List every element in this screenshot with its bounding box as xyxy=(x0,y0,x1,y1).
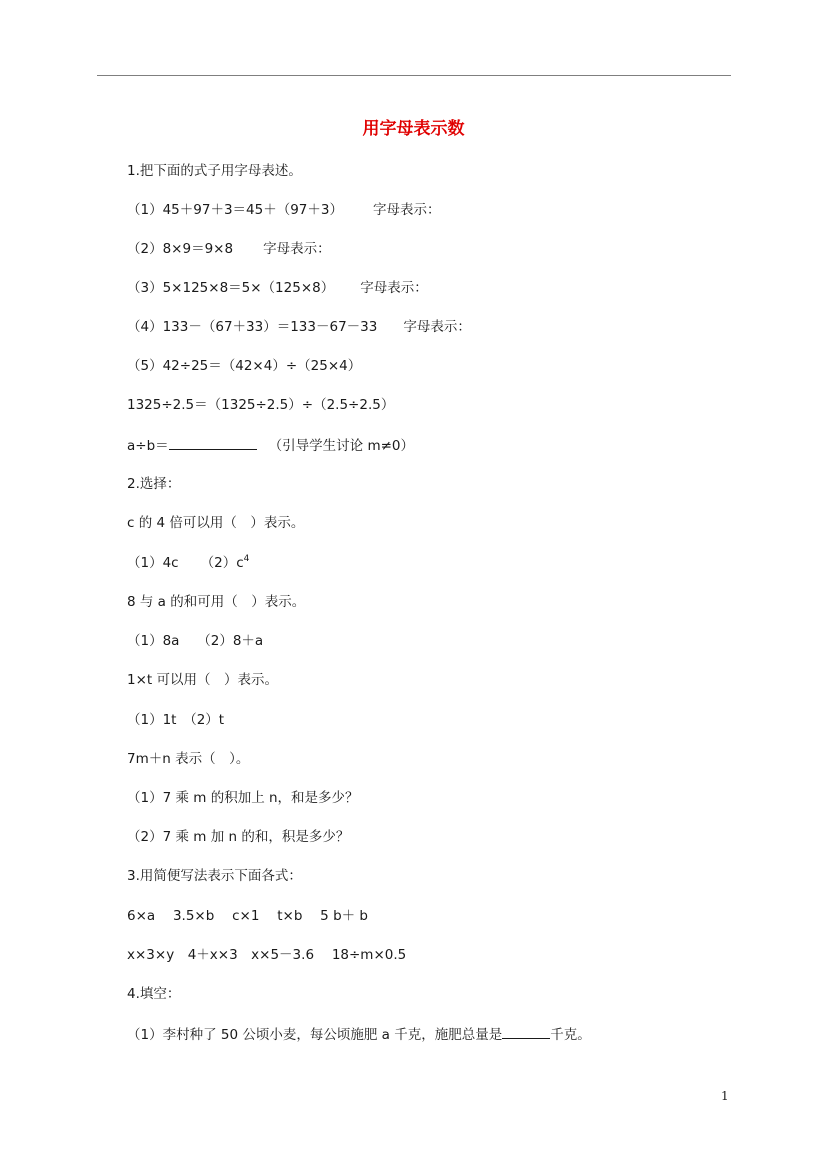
header-rule xyxy=(97,75,731,76)
q2-p1-option-2: （2）c xyxy=(200,555,244,571)
q4-heading: 4.填空： xyxy=(127,986,181,1002)
q1-item-4-expr: （4）133－（67＋33）＝133－67－33 xyxy=(127,319,378,335)
q2-p1-option-2-exponent: 4 xyxy=(243,554,250,564)
q4-item-1-unit: 千克。 xyxy=(550,1027,591,1043)
q1-item-3-expr: （3）5×125×8＝5×（125×8） xyxy=(127,280,335,296)
q1-item-2 xyxy=(127,240,331,258)
q1-ab-line xyxy=(127,436,414,455)
q3-row-2: x×3×y 4＋x×3 x×5－3.6 18÷m×0.5 xyxy=(127,947,407,963)
q1-item-4 xyxy=(127,318,471,336)
q1-ab-prefix: a÷b＝ xyxy=(127,438,169,454)
q1-item-1 xyxy=(127,201,440,219)
q4-item-1-text: （1）李村种了 50 公顷小麦，每公顷施肥 a 千克，施肥总量是 xyxy=(127,1027,503,1043)
q2-p1-option-1: （1）4c xyxy=(127,555,179,571)
q1-ab-note: （引导学生讨论 m≠0） xyxy=(268,438,414,454)
q3-row-1: 6×a 3.5×b c×1 t×b 5 b＋ b xyxy=(127,908,368,924)
answer-blank[interactable] xyxy=(502,1025,550,1039)
q4-item-1 xyxy=(127,1025,591,1044)
q1-item-1-label: 字母表示： xyxy=(372,202,441,218)
q1-item-3-label: 字母表示： xyxy=(360,280,428,296)
q1-item-2-label: 字母表示： xyxy=(263,241,331,257)
page-title: 用字母表示数 xyxy=(362,119,465,139)
q2-problem-1-options xyxy=(127,554,249,572)
q1-item-3 xyxy=(127,279,428,297)
q2-problem-4-option-1: （1）7 乘 m 的积加上 n，和是多少？ xyxy=(127,790,359,806)
q2-problem-2-options: （1）8a （2）8＋a xyxy=(127,633,264,649)
answer-blank[interactable] xyxy=(169,436,257,450)
q1-item-1-expr: （1）45＋97＋3＝45＋（97＋3） xyxy=(127,202,343,218)
q2-problem-2: 8 与 a 的和可用（ ）表示。 xyxy=(127,594,306,610)
q1-item-2-expr: （2）8×9＝9×8 xyxy=(127,241,234,257)
page-number: 1 xyxy=(721,1089,729,1103)
q2-problem-4: 7m＋n 表示（ ）。 xyxy=(127,751,250,767)
q2-problem-3: 1×t 可以用（ ）表示。 xyxy=(127,672,278,688)
q1-item-5: （5）42÷25＝（42×4）÷（25×4） xyxy=(127,358,362,374)
q2-heading: 2.选择： xyxy=(127,476,181,492)
q1-item-5-example: 1325÷2.5＝（1325÷2.5）÷（2.5÷2.5） xyxy=(127,397,395,413)
q1-heading: 1.把下面的式子用字母表述。 xyxy=(127,163,302,179)
q2-problem-3-options: （1）1t （2）t xyxy=(127,712,225,728)
q1-item-4-label: 字母表示： xyxy=(403,319,471,335)
q2-problem-1: c 的 4 倍可以用（ ）表示。 xyxy=(127,515,305,531)
q2-problem-4-option-2: （2）7 乘 m 加 n 的和，积是多少？ xyxy=(127,829,350,845)
q3-heading: 3.用简便写法表示下面各式： xyxy=(127,868,302,884)
